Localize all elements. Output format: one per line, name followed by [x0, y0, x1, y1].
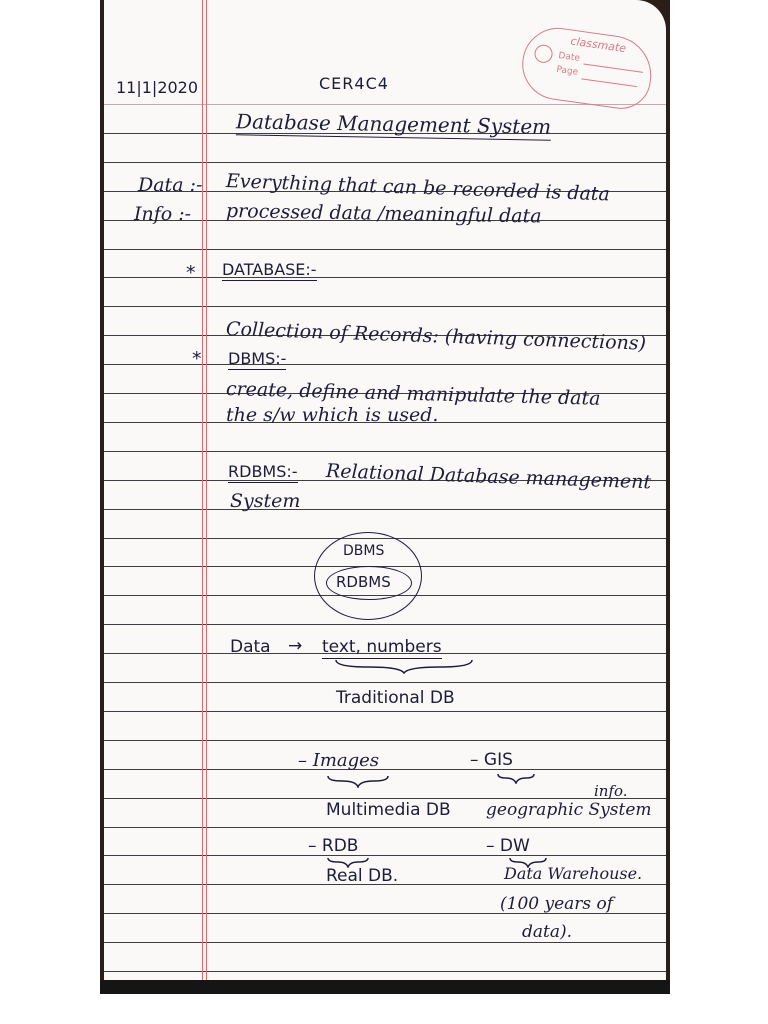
note-date: 11|1|2020: [116, 78, 199, 97]
stamp-date-line: [583, 63, 643, 72]
ruled-line: [104, 740, 666, 741]
stamp-page-line: [581, 78, 637, 87]
data-warehouse: Data Warehouse.: [504, 864, 643, 883]
ruled-line: [104, 827, 666, 828]
ruled-line: [104, 682, 666, 683]
info-definition: processed data /meaningful data: [225, 200, 542, 228]
course-code: CER4C4: [319, 74, 389, 93]
ruled-line: [104, 624, 666, 625]
gis-item: – GIS: [470, 750, 513, 770]
diagram-rdbms-label: RDBMS: [336, 573, 391, 591]
ruled-line: [104, 971, 666, 972]
diagram-dbms-label: DBMS: [343, 543, 385, 559]
notebook-page: [104, 0, 666, 985]
geographic-system: geographic System: [486, 800, 652, 820]
rdbms-line-1: Relational Database management: [325, 460, 652, 494]
dbms-line-2: the s/w which is used.: [226, 404, 439, 426]
ruled-line: [104, 798, 666, 799]
images-item: – Images: [298, 750, 380, 771]
rdbms-heading: RDBMS:-: [228, 462, 298, 481]
dw-item: – DW: [486, 836, 530, 856]
brace-icon: [334, 658, 474, 674]
notebook-stamp: [518, 23, 657, 112]
arrow-icon: →: [288, 636, 303, 656]
ruled-line: [104, 249, 666, 250]
data-definition: Everything that can be recorded is data: [225, 170, 611, 206]
ruled-line: [104, 162, 666, 163]
real-db: Real DB.: [326, 866, 399, 886]
page-title: Database Management System: [235, 109, 552, 139]
stamp-date-label: Date: [557, 50, 581, 64]
dbms-heading: DBMS:-: [228, 349, 287, 368]
multimedia-db: Multimedia DB: [326, 800, 451, 820]
database-bullet: *: [186, 262, 196, 284]
dbms-bullet: *: [192, 348, 202, 370]
database-definition: Collection of Records: (having connections): [225, 318, 647, 355]
margin-line-left: [202, 0, 203, 985]
ruled-line: [104, 769, 666, 770]
stamp-brand: classmate: [569, 34, 627, 56]
brace-icon: [326, 774, 390, 788]
data-kinds: text, numbers: [322, 637, 442, 657]
traditional-db: Traditional DB: [336, 688, 455, 708]
ruled-line: [104, 306, 666, 307]
ruled-line: [104, 509, 666, 510]
rdb-item: – RDB: [308, 836, 359, 856]
ruled-line: [104, 942, 666, 943]
ruled-line: [104, 855, 666, 856]
bottom-edge: [100, 980, 670, 994]
stamp-circle-icon: [533, 44, 553, 64]
ruled-line: [104, 711, 666, 712]
stamp-page-label: Page: [555, 64, 579, 78]
ruled-line: [104, 104, 666, 105]
years-note-line-1: (100 years of: [500, 894, 614, 914]
ruled-line: [104, 364, 666, 365]
rdbms-line-2: System: [230, 490, 301, 512]
years-note-line-2: data).: [522, 922, 573, 942]
data-label: Data: [230, 637, 271, 657]
brace-icon: [496, 772, 536, 784]
info-note: info.: [594, 782, 628, 800]
data-term: Data :-: [138, 174, 203, 196]
margin-line-right: [206, 0, 207, 985]
info-term: Info :-: [134, 203, 192, 225]
dbms-line-1: create, define and manipulate the data: [225, 378, 601, 410]
ruled-line: [104, 451, 666, 452]
database-heading: DATABASE:-: [222, 260, 317, 279]
